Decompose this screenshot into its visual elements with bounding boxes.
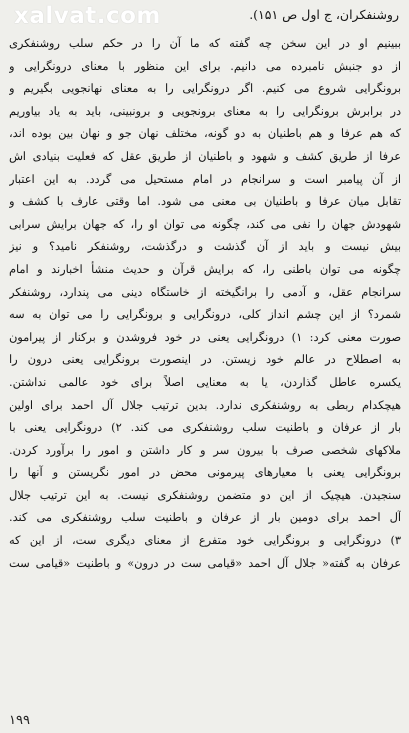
text-line: ۳) درونگرایی و برونگرایی خود متفرع از معنای دیگری ست، از این که — [9, 534, 401, 548]
site-watermark: xalvat.com — [14, 3, 161, 29]
text-line: ببینیم او در این سخن چه گفته که ما آن را در حکم سلب روشنفکری — [9, 37, 401, 50]
text-line: هیچکدام ربطی به روشنفکری ندارد. بدین ترتیب جلال آل احمد برای اولین — [9, 398, 401, 412]
text-line: ملاکهای شخصی صرف با بیرون سر و کار داشتن و امور را برآورد کردن. — [9, 443, 401, 457]
text-line: آل احمد برای دومین بار از عرفان و باطنیت سلب روشنفکری می کند. — [9, 511, 401, 525]
text-line: بار از عرفان و باطنیت سلب روشنفکری می کند. ۲) درونگرایی یعنی با — [9, 421, 401, 435]
text-line: برونگرایی شروع می کنیم. اگر درونگرایی را به معنای نهانجویی بگیریم و — [9, 82, 401, 96]
text-line: تقابل میان عرفا و باطنیان بی معنی می شود. اما وقتی عارف با کشف و — [9, 195, 401, 209]
text-line: از دو جنبش نامبرده می دانیم. برای این منظور با معنای درونگرایی و — [9, 59, 401, 73]
text-line: یکسره عاطل گذاردن، یا به معنایی اصلاً برای خود عالمی نداشتن. — [9, 375, 401, 389]
text-line: در برابرش برونگرایی را به معنای برونجویی و برونبینی، باید به یاد بیاوریم — [9, 104, 401, 118]
body-text — [9, 33, 401, 575]
page-number: ۱۹۹ — [9, 713, 30, 728]
text-line: عرفا از طریق کشف و شهود و باطنیان از طریق عقل که فعلیت بنیادی اش — [9, 149, 401, 163]
text-line: که هم عرفا و هم باطنیان به دو گونه، مختلف نهان جو و نهان بین بوده اند، — [9, 127, 401, 141]
text-line: به اصطلاح در عالم خود زیستن. در اینصورت برونگرایی یعنی درون را — [9, 353, 401, 367]
text-line: بیش نیست و باید از آن گذشت و درگذشت، روشنفکر نامید؟ و نیز — [9, 240, 401, 254]
text-line: سنجیدن. هیچیک از این دو متضمن روشنفکری نیست. به این ترتیب جلال — [9, 488, 401, 502]
text-line: سرانجام عقل، و آدمی را برانگیخته از خاستگاه دینی می پندارد، روشنفکر — [9, 285, 401, 299]
reference-line: روشنفکران، ج اول ص ۱۵۱). — [249, 7, 399, 22]
text-line: از آن پیامبر است و سرانجام در امام مستحیل می گردد. به این اعتبار — [9, 172, 401, 186]
text-line: برونگرایی یعنی با معیارهای پیرمونی محض در امور نگریستن و آنها را — [9, 466, 401, 480]
text-line: شمرد؟ از این چشم انداز کلی، درونگرایی و برونگرایی را می توان به سه — [9, 308, 401, 322]
text-line: شهودش جهان را نفی می کند، چگونه می توان او را، که جهان برایش سرابی — [9, 217, 401, 231]
text-line: صورت معنی کرد: ۱) درونگرایی یعنی در خود فروشدن و برکنار از پیرامون — [9, 330, 401, 344]
text-line: عرفان به گفته« جلال آل احمد «قیامی ست در درون» و باطنیت «قیامی ست — [9, 556, 401, 570]
text-line: چگونه می توان باطنی را، که برایش قرآن و حدیث منشأ اخبارند و امام — [9, 262, 401, 276]
